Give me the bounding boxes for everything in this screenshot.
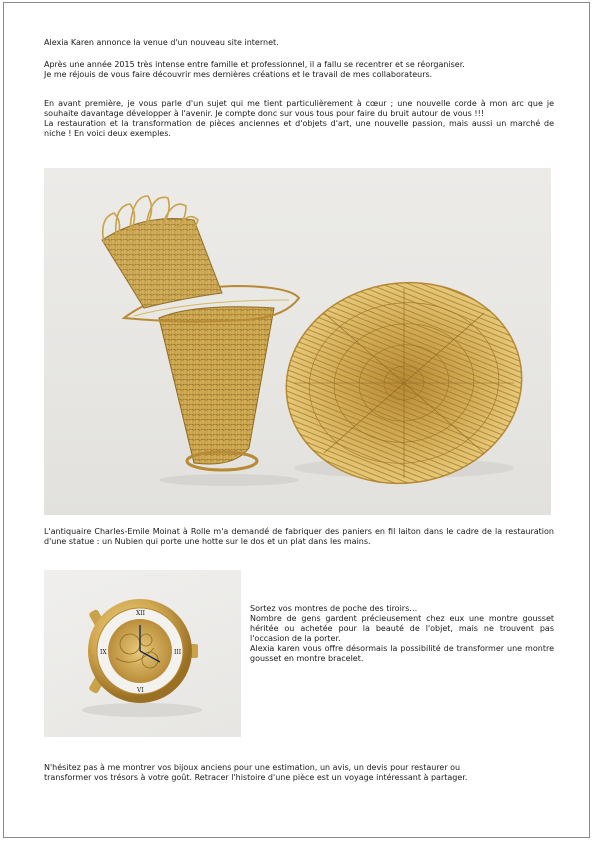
paragraph-avant-premiere-text2: La restauration et la transformation de pièces anciennes et d'objets d'art, une nouvelle passion, mais aussi un marché de niche ! En voici deux exemples. <box>44 119 554 138</box>
paragraph-montres <box>250 604 554 664</box>
paragraph-2015 <box>44 60 554 80</box>
watch-photo <box>44 570 241 737</box>
paragraph-2015-line1: Après une année 2015 très intense entre famille et professionnel, il a fallu se recentrer et se réorganiser. <box>44 60 465 69</box>
svg-text:VI: VI <box>137 687 144 694</box>
svg-text:IX: IX <box>100 649 107 656</box>
paragraph-bijoux-line1: N'hésitez pas à me montrer vos bijoux anciens pour une estimation, un avis, un devis pour restaurer ou <box>44 763 461 772</box>
paragraph-montres-line2: Nombre de gens gardent précieusement chez eux une montre gousset héritée ou achetée pour la beauté de l'objet, mais ne trouvent pas l'occasion de la porter. <box>250 614 554 643</box>
paragraph-bijoux <box>44 763 554 783</box>
paragraph-montres-line3: Alexia karen vous offre désormais la possibilité de transformer une montre gousset en montre bracelet. <box>250 644 554 663</box>
paragraph-antiquaire: L'antiquaire Charles-Emile Moinat à Rolle m'a demandé de fabriquer des paniers en fil laiton dans le cadre de la restauration d'une statue : un Nubien qui porte une hotte sur le dos et un plat dans les mains. <box>44 527 554 546</box>
document-page <box>3 2 590 838</box>
paragraph-avant-premiere <box>44 99 554 139</box>
brass-basket-photo <box>44 168 551 515</box>
paragraph-montres-line1: Sortez vos montres de poche des tiroirs… <box>250 604 418 613</box>
paragraph-2015-line2: Je me réjouis de vous faire découvrir mes dernières créations et le travail de mes collaborateurs. <box>44 70 433 79</box>
intro-text: Alexia Karen annonce la venue d'un nouveau site internet. <box>44 38 279 47</box>
svg-text:XII: XII <box>136 610 146 617</box>
svg-text:III: III <box>174 649 182 656</box>
brass-basket-illustration <box>44 168 551 515</box>
paragraph-bijoux-line2: transformer vos trésors à votre goût. Retracer l'histoire d'une pièce est un voyage intéressant à partager. <box>44 773 468 782</box>
paragraph-avant-premiere-text1: En avant première, je vous parle d'un sujet qui me tient particulièrement à cœur ; une nouvelle corde à mon arc que je souhaite davantage développer à l'avenir. Je compte donc sur vous tous pour faire du bruit autour de vous !!! <box>44 99 554 118</box>
wristwatch-illustration <box>44 570 241 737</box>
